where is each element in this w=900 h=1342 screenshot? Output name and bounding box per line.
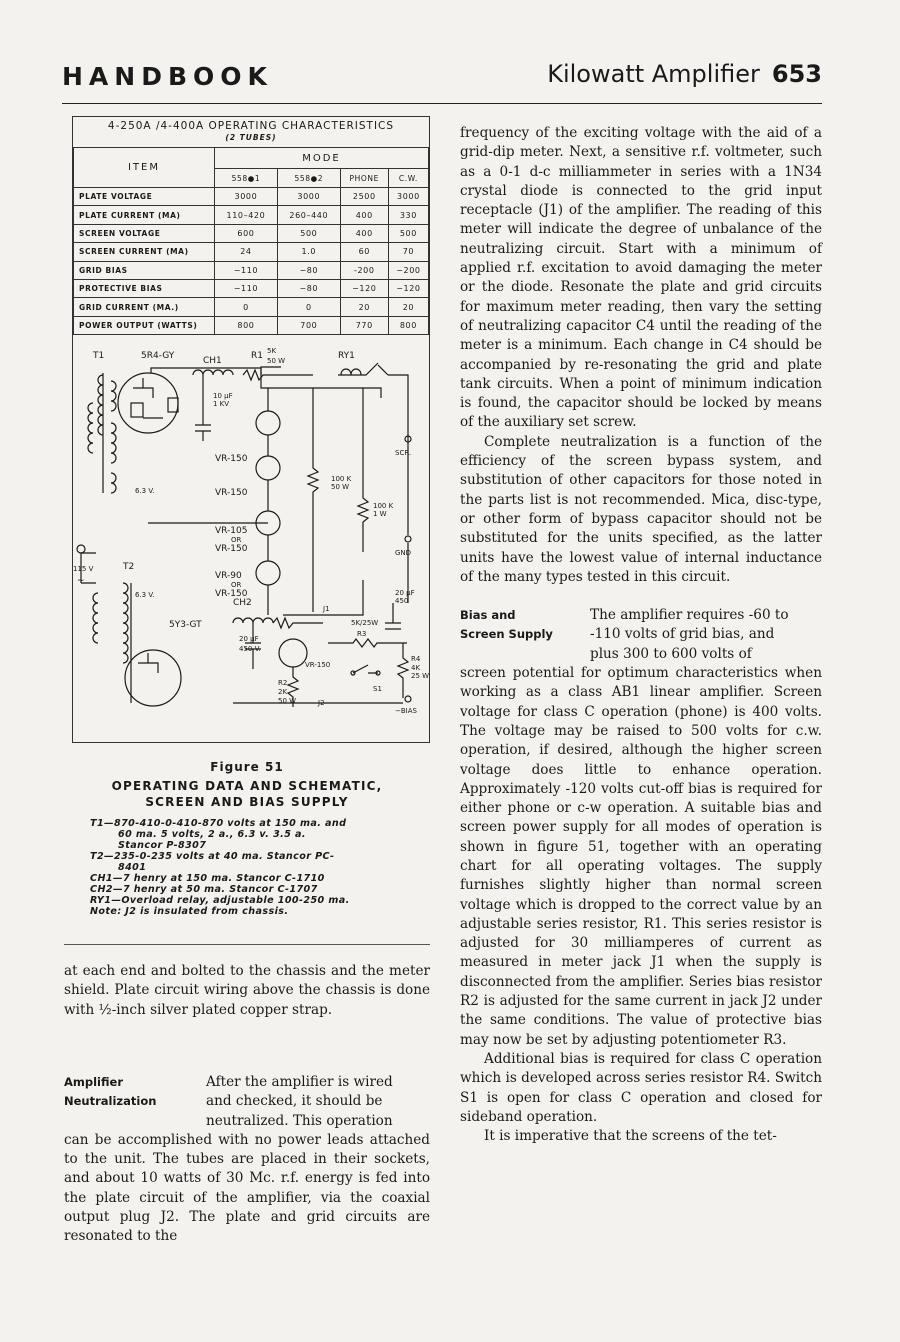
vr-tube-1 <box>256 411 280 435</box>
label-screen-res-value: 100 K <box>373 502 394 510</box>
row-label: PROTECTIVE BIAS <box>74 279 215 297</box>
row-label: PLATE VOLTAGE <box>74 188 215 206</box>
row-label: GRID CURRENT (MA.) <box>74 298 215 316</box>
label-bleeder-value: 100 K <box>331 475 352 483</box>
paragraph: can be accomplished with no power leads attached to the unit. The tubes are placed in their sockets, and about 10 watts of 30 Mc. r.f. energy is fed into the plate circuit of the amplifier, via the coaxial output plug J2. The plate and grid circuits are resonated to the <box>64 1131 430 1245</box>
figure-number: Figure 51 <box>210 760 284 774</box>
label-r4-watts: 25 W <box>411 672 429 680</box>
label-5y3: 5Y3-GT <box>169 620 202 630</box>
cell: −120 <box>388 279 428 297</box>
section-amplifier-neutralization <box>64 1073 430 1247</box>
label-vr3b: VR-150 <box>215 544 248 554</box>
row-label: POWER OUTPUT (WATTS) <box>74 316 215 334</box>
table-row <box>74 206 429 224</box>
schematic-diagram <box>73 343 429 743</box>
chapter-title: Kilowatt Amplifier <box>547 60 760 88</box>
cell: −110 <box>215 261 278 279</box>
caption-title-1: OPERATING DATA AND SCHEMATIC, <box>111 779 383 793</box>
cell: −80 <box>277 279 340 297</box>
label-ch1: CH1 <box>203 356 222 366</box>
label-c3-voltage: 450 <box>395 597 409 605</box>
label-or1: OR <box>231 536 242 544</box>
label-fil2: 6.3 V. <box>135 591 155 599</box>
parts-line: 8401 <box>118 862 147 873</box>
cell: 500 <box>277 224 340 242</box>
label-screen-res-watts: 1 W <box>373 510 387 518</box>
label-ac: ∼ <box>77 576 85 586</box>
cell: 800 <box>215 316 278 334</box>
label-vr3a: VR-105 <box>215 526 248 536</box>
paragraph: frequency of the exciting voltage with the aid of a grid-dip meter. Next, a sensitive r.f. voltmeter, such as a 0-1 d-c milliammeter in series with a 1N34 crystal diode is connected to the grid input receptacle (J1) of the amplifier. The reading of this meter will indicate the degree of unbalance of the neutralizing circuit. Start with a minimum of applied r.f. excitation to avoid damaging the meter or the diode. Resonate the plate and grid circuits for maximum meter reading, then vary the setting of neutralizing capacitor C4 until the reading of the meter is a minimum. Each change in C4 should be accompanied by re-resonating the grid and plate tank circuits. When a point of minimum indication is found, the capacitor should be locked by means of the auxiliary set screw. <box>460 125 822 431</box>
cell: 500 <box>388 224 428 242</box>
label-or2: OR <box>231 581 242 589</box>
parts-line: CH2—7 henry at 50 ma. Stancor C-1707 <box>90 884 318 895</box>
label-r2-value: 2K <box>278 688 288 696</box>
r4-resistor <box>398 643 408 698</box>
cell: 330 <box>388 206 428 224</box>
operating-characteristics-table <box>73 117 429 335</box>
row-label: PLATE CURRENT (MA) <box>74 206 215 224</box>
label-bleeder-watts: 50 W <box>331 483 350 491</box>
side-heading <box>460 606 590 664</box>
r1-resistor <box>243 370 313 380</box>
side-heading-line: Neutralization <box>64 1094 157 1109</box>
cell: 2500 <box>340 188 388 206</box>
switch-s1 <box>353 665 378 673</box>
section-bias-screen-supply <box>460 606 822 664</box>
cell: 110–420 <box>215 206 278 224</box>
lead-line: and checked, it should be <box>206 1093 383 1110</box>
side-heading-line: Screen Supply <box>460 627 553 642</box>
label-t2: T2 <box>123 562 135 572</box>
side-heading-line: Bias and <box>460 608 516 623</box>
paragraph: Complete neutralization is a function of the efficiency of the screen bypass system, and substitution of other capacitors for those noted in the parts list is not recommended. Mica, disc-type, or other form of bypass capacitor should not be substituted for the units specified, as the latter units have the lowest value of internal inductance of the many types tested in this circuit. <box>460 433 822 585</box>
label-vr4a: VR-90 <box>215 571 242 581</box>
table-row <box>74 298 429 316</box>
item-header: ITEM <box>74 148 215 188</box>
row-label: SCREEN VOLTAGE <box>74 224 215 242</box>
lead-line: neutralized. This operation <box>206 1112 393 1129</box>
table-row <box>74 188 429 206</box>
label-vr4b: VR-150 <box>215 589 248 599</box>
cell: 400 <box>340 224 388 242</box>
table-row <box>74 243 429 261</box>
label-r3-value: 5K/25W <box>351 619 379 627</box>
bleeder-resistor <box>308 388 318 612</box>
table-subtitle: (2 TUBES) <box>225 133 277 142</box>
cap-c1 <box>195 375 211 441</box>
rectifier-tube-top <box>118 373 178 433</box>
label-ry1: RY1 <box>338 351 355 361</box>
label-ch2: CH2 <box>233 598 252 608</box>
figure-caption <box>64 760 430 810</box>
paragraph: at each end and bolted to the chassis and the meter shield. Plate circuit wiring above the chassis is done with ½-inch silver plated copper strap. <box>64 963 430 1018</box>
cell: 3000 <box>215 188 278 206</box>
lead-line: plus 300 to 600 volts of <box>590 645 752 662</box>
label-115v: 115 V <box>73 565 94 573</box>
label-r2-watts: 50 W <box>278 697 297 705</box>
paragraph: screen potential for optimum characteristics when working as a class AB1 linear amplifier. Screen voltage for class C operation (phone) is 400 volts. The voltage may be raised to 500 volts for c.w. operation, if desired, although the higher screen voltage does little to enhance operation. Approximately -120 volts cut-off bias is required for either phone or c-w operation. A suitable bias and screen power supply for all modes of operation is shown in figure 51, together with an operating chart for all operating voltages. The supply furnishes slightly higher than normal screen voltage which is dropped to the correct value by an adjustable series resistor, R1. This series resistor is adjusted for 30 milliamperes of current as measured in meter jack J1 when the supply is disconnected from the amplifier. Series bias resistor R2 is adjusted for the same current in jack J2 under the same conditions. The value of protective bias may now be set by adjusting potentiometer R3. <box>460 665 822 1048</box>
label-5r4: 5R4-GY <box>141 351 175 361</box>
label-bias: −BIAS <box>395 707 417 715</box>
label-r4-value: 4K <box>411 664 421 672</box>
cap-c3 <box>385 603 401 629</box>
cell: 400 <box>340 206 388 224</box>
table-title-text: 4-250A /4-400A OPERATING CHARACTERISTICS <box>107 120 395 132</box>
label-r1-watts: 50 W <box>267 357 286 365</box>
label-r4: R4 <box>411 655 421 663</box>
caption-rule <box>64 944 430 945</box>
vr-tube-4 <box>256 561 280 585</box>
parts-line: T1—870-410-0-410-870 volts at 150 ma. and <box>90 818 347 829</box>
cell: 24 <box>215 243 278 261</box>
label-j2: J2 <box>318 699 325 707</box>
r3-pot <box>328 639 407 647</box>
cell: -200 <box>340 261 388 279</box>
table-row <box>74 224 429 242</box>
col-header: 558●1 <box>215 169 278 188</box>
cell: 20 <box>388 298 428 316</box>
mode-header: MODE <box>215 148 429 169</box>
screen-resistor <box>358 388 368 552</box>
parts-line: T2—235-0-235 volts at 40 ma. Stancor PC- <box>90 851 335 862</box>
label-scr: SCR. <box>395 449 412 457</box>
paragraph: Additional bias is required for class C operation which is developed across series resistor R4. Switch S1 is open for class C operation and closed for sideband operation. <box>460 1050 822 1125</box>
label-gnd: GND <box>395 549 412 557</box>
side-heading <box>64 1073 206 1131</box>
label-r2: R2 <box>278 679 288 687</box>
right-column-text <box>460 124 822 1146</box>
col-header: C.W. <box>388 169 428 188</box>
label-c3-value: 20 µF <box>395 589 415 597</box>
label-c2-value: 20 µF <box>239 635 259 643</box>
cell: 800 <box>388 316 428 334</box>
row-label: SCREEN CURRENT (MA) <box>74 243 215 261</box>
table-row <box>74 279 429 297</box>
cell: 0 <box>215 298 278 316</box>
cell: 3000 <box>277 188 340 206</box>
rectifier-tube-bottom <box>125 650 181 706</box>
vr-tube-5 <box>279 639 307 667</box>
label-vr2: VR-150 <box>215 488 248 498</box>
side-heading-line: Amplifier <box>64 1075 123 1089</box>
parts-line: CH1—7 henry at 150 ma. Stancor C-1710 <box>90 873 325 884</box>
label-s1: S1 <box>373 685 382 693</box>
header-rule <box>62 103 822 104</box>
left-column-text <box>64 962 430 1020</box>
cell: 3000 <box>388 188 428 206</box>
label-vr1: VR-150 <box>215 454 248 464</box>
choke-ch2 <box>233 618 323 628</box>
parts-line: Stancor P-8307 <box>118 840 207 851</box>
cell: 1.0 <box>277 243 340 261</box>
table-title <box>74 117 429 148</box>
parts-list <box>90 818 430 917</box>
cell: −80 <box>277 261 340 279</box>
col-header: PHONE <box>340 169 388 188</box>
cell: −200 <box>388 261 428 279</box>
parts-line: RY1—Overload relay, adjustable 100-250 ma. <box>90 895 350 906</box>
cell: 60 <box>340 243 388 261</box>
lead-line: After the amplifier is wired <box>206 1074 393 1090</box>
page-header-right <box>547 60 822 88</box>
label-c1-value: 10 µF <box>213 392 233 400</box>
cell: 20 <box>340 298 388 316</box>
label-r1-value: 5K <box>267 347 277 355</box>
vr-tube-2 <box>256 456 280 480</box>
paragraph: It is imperative that the screens of the tet- <box>484 1128 777 1145</box>
cell: −110 <box>215 279 278 297</box>
lead-line: -110 volts of grid bias, and <box>590 626 775 643</box>
cell: 260–440 <box>277 206 340 224</box>
page-number: 653 <box>771 60 822 88</box>
label-fil1: 6.3 V. <box>135 487 155 495</box>
cell: 700 <box>277 316 340 334</box>
parts-line: Note: J2 is insulated from chassis. <box>90 906 289 917</box>
running-head: HANDBOOK <box>62 62 273 91</box>
caption-title-2: SCREEN AND BIAS SUPPLY <box>145 795 349 809</box>
t2-primary <box>123 583 128 663</box>
label-c2-voltage: 450 V. <box>239 645 261 653</box>
relay-ry1 <box>338 363 408 435</box>
figure-51 <box>72 116 430 743</box>
cell: 70 <box>388 243 428 261</box>
table-row <box>74 316 429 334</box>
lead-line: The amplifier requires -60 to <box>590 607 789 624</box>
parts-line: 60 ma. 5 volts, 2 a., 6.3 v. 3.5 a. <box>118 829 306 840</box>
label-c1-voltage: 1 KV <box>213 400 230 408</box>
table-row <box>74 261 429 279</box>
cell: −120 <box>340 279 388 297</box>
label-vr5: VR-150 <box>305 661 331 669</box>
label-r1: R1 <box>251 351 263 361</box>
cell: 770 <box>340 316 388 334</box>
label-t1: T1 <box>93 351 105 361</box>
label-r3: R3 <box>357 630 367 638</box>
label-j1: J1 <box>323 605 330 613</box>
cell: 600 <box>215 224 278 242</box>
cell: 0 <box>277 298 340 316</box>
row-label: GRID BIAS <box>74 261 215 279</box>
col-header: 558●2 <box>277 169 340 188</box>
